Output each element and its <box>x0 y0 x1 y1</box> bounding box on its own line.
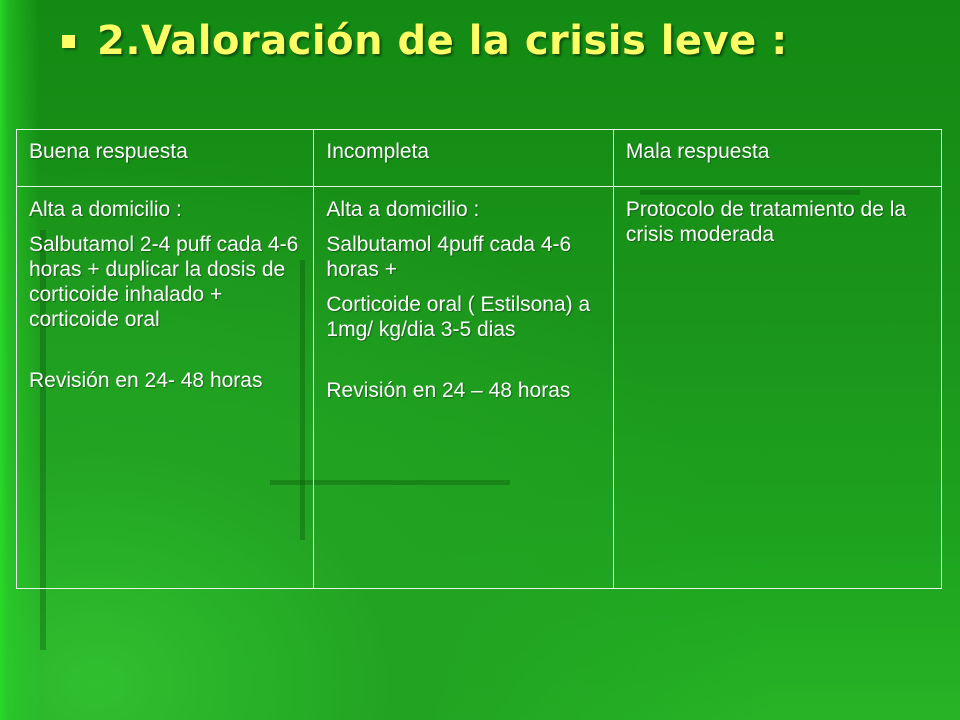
slide-title <box>62 18 788 64</box>
header-buena-respuesta: Buena respuesta <box>17 130 314 187</box>
cell-paragraph: Alta a domicilio : <box>326 198 480 221</box>
header-incompleta: Incompleta <box>314 130 614 187</box>
cell-paragraph: Revisión en 24- 48 horas <box>29 369 263 392</box>
table-row <box>17 187 942 589</box>
cell-paragraph: Protocolo de tratamiento de la crisis moderada <box>625 198 907 246</box>
cell-paragraph: Revisión en 24 – 48 horas <box>326 379 571 402</box>
square-bullet-icon <box>62 35 75 48</box>
cell-paragraph: Salbutamol 4puff cada 4-6 horas + <box>326 233 572 281</box>
slide-title-text: 2.Valoración de la crisis leve : <box>97 18 788 64</box>
cell-buena-respuesta <box>17 187 314 589</box>
header-mala-respuesta: Mala respuesta <box>613 130 941 187</box>
cell-paragraph: Corticoide oral ( Estilsona) a 1mg/ kg/dia 3-5 dias <box>326 293 591 341</box>
cell-incompleta <box>314 187 614 589</box>
cell-paragraph: Alta a domicilio : <box>29 198 182 221</box>
cell-paragraph: Salbutamol 2-4 puff cada 4-6 horas + duplicar la dosis de corticoide inhalado + corticoide oral <box>29 233 299 331</box>
cell-mala-respuesta <box>613 187 941 589</box>
table-header-row <box>17 130 942 187</box>
treatment-table <box>16 129 942 589</box>
